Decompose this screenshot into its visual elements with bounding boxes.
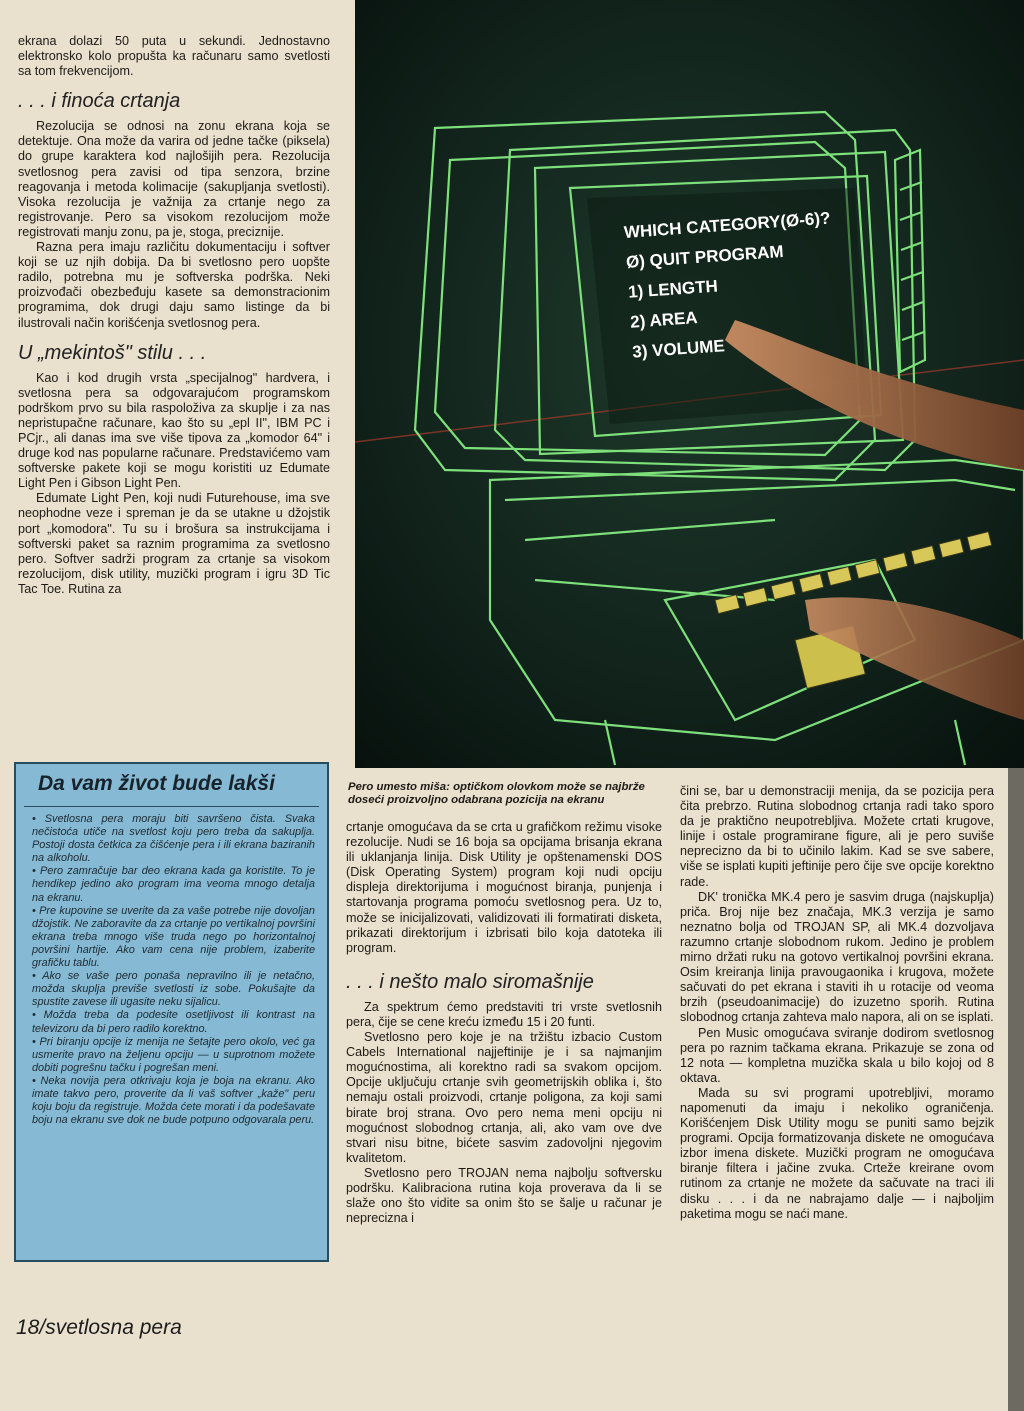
tip-item: • Neka novija pera otkrivaju koja je boja na ekranu. Ako imate takvo pero, proverite da li vaš softver „kaže" peru koju boju da registruje. Možda ćete morati i da podešavate boju na ekranu sve dok ne bude potpuno odgovarala peru. — [32, 1074, 315, 1127]
tip-item: • Pero zamračuje bar deo ekrana kada ga koristite. To je hendikep jedino ako program ima veoma mnogo detalja na ekranu. — [32, 865, 315, 904]
screen-line-option-2: 2) AREA — [629, 308, 699, 332]
page-footer: 18/svetlosna pera — [16, 1316, 182, 1339]
screen-line-option-3: 3) VOLUME — [631, 336, 726, 362]
paragraph-edumate: Edumate Light Pen, koji nudi Futurehouse, ima sve neophodne veze i spreman je da se utakne u džojstik port „komodora". Tu su i brošura sa instrukcijama i softverski paket sa raznim programima za svetlosno pero. Softver sadrži program za crtanje sa visokom rezolucijom, disk utility, muzički program i igru 3D Tic Tac Toe. Rutina za — [18, 491, 330, 596]
left-column — [18, 34, 330, 597]
section-heading-finoca: . . . i finoća crtanja — [18, 90, 181, 113]
tip-item: • Pri biranju opcije iz menija ne šetajte pero okolo, već ga usmerite pravo na željenu opciju — u suprotnom možete dobiti pogrešnu tačku i pogrešan meni. — [32, 1035, 315, 1074]
paragraph-spektrum: Za spektrum ćemo predstaviti tri vrste svetlosnih pera, čije se cene kreću između 15 i 20 funti. — [346, 999, 662, 1029]
paragraph-ogranicenja: Mada su svi programi upotrebljivi, moramo napomenuti da imaju i nekoliko ograničenja. Korišćenjem Disk Utility mogu se puniti samo bejzik programi. Opcija formatizovanja diskete ne omogućava izbor imena diskete. Muzički program ne omogućava biranje filtera i jačine zvuka. Crteže kreirane ovom rutinom za crtanje ne možete da sačuvate na traci ili disku . . . i da ne nabrajamo dalje — i najboljim paketima mogu se naći mane. — [680, 1085, 994, 1221]
screen-menu — [623, 204, 840, 368]
tip-item: • Pre kupovine se uverite da za vaše potrebe nije dovoljan džojstik. Ne zaboravite da za crtanje po vertikalnoj površini ekrana treba mnogo više truda nego po horizontalnoj površini hartije. Ako vam cena nije problem, izaberite grafičku tablu. — [32, 904, 315, 970]
image-caption: Pero umesto miša: optičkom olovkom može se najbrže doseći proizvoljno odabrana pozicija na ekranu — [348, 781, 645, 806]
middle-column — [346, 820, 662, 1226]
paragraph-dk-tronics: DK' tronička MK.4 pero je sasvim druga (najskuplja) priča. Broj nije bez značaja, MK.3 verzija je samo neznatno bolja od TROJAN SP, ali MK.4 dozvoljava razumno crtanje slobodnom rukom. Jedino je problem mirno držati ruku na gotovo vertikalnoj površini ekrana. Osim kreiranja linija pravougaonika i krugova, možete sačuvati do pet ekrana i staviti ih u rotacije od veoma brzih (pseudoanimacije) do izuzetno sporih. Rutina slobodnog crtanja zahteva malo napora, ali on se isplati. — [680, 889, 994, 1025]
tips-title: Da vam život bude lakši — [24, 764, 319, 807]
tips-list — [16, 807, 327, 1127]
paragraph-trojan-cont: čini se, bar u demonstraciji menija, da se pozicija pera čita prebrzo. Rutina slobodnog crtanja radi tako sporo da je praktično neupotrebljiva. Možete crtati krugove, linije i ostale programirane figure, ali je pero suviše neprecizno da bi to učinilo lakim. Kad se sve sabere, više se isplati kupiti jeftinije pero čije sve opcije korektno rade. — [680, 784, 994, 889]
section-heading-mekintos: U „mekintoš" stilu . . . — [18, 341, 207, 364]
screen-line-option-1: 1) LENGTH — [627, 276, 719, 302]
intro-paragraph: ekrana dolazi 50 puta u sekundi. Jednostavno elektronsko kolo propušta ka računaru samo svetlosti sa tom frekvencijom. — [18, 34, 330, 79]
paragraph-hardver: Kao i kod drugih vrsta „specijalnog" hardvera, i svetlosna pera sa odgovarajućom programskom podrškom prvo su bila raspoloživa za skuplje i za nas nepristupačne računare, kao što su „epl II", IBM PC i PCjr., ali danas ima sve više tipova za „komodor 64" i druge kod nas popularne računare. Predstavićemo vam softverske pakete koji se mogu koristiti uz Edumate Light Pen i Gibson Light Pen. — [18, 370, 330, 491]
computer-light-pen-illustration — [355, 0, 1024, 768]
tip-item: • Ako se vaše pero ponaša nepravilno ili je netačno, možda skuplja previše svetlosti iz sobe. Pokušajte da spustite zavese ili ugasite neku sijalicu. — [32, 970, 315, 1009]
paragraph-crtanje: crtanje omogućava da se crta u grafičkom režimu visoke rezolucije. Nudi se 16 boja sa opcijama brisanja ekrana ili uklanjanja linija. Disk Utility je opštenamenski DOS (Disk Operating System) program koji nudi opciju displeja direktorijuma i mogućnost biranja, punjenja i startovanja programa pomoću svetlosnog pera. Uz to, može se inicijalizovati, validizovati ili formatirati disketa, prikazati direktorijum i izbrisati bilo koja datoteka ili program. — [346, 820, 662, 955]
paragraph-pen-music: Pen Music omogućava sviranje dodirom svetlosnog pera po raznim tačkama ekrana. Prikazuje se zona od 12 nota — kompletna muzička skala u bilo kojoj od 8 oktava. — [680, 1025, 994, 1085]
tips-box — [14, 762, 329, 1262]
section-heading-siromasnije: . . . i nešto malo siromašnije — [346, 970, 594, 993]
tip-item: • Možda treba da podesite osetljivost ili kontrast na televizoru da bi pero radilo korektno. — [32, 1009, 315, 1035]
page-edge-shadow — [1008, 768, 1024, 1411]
paragraph-trojan: Svetlosno pero TROJAN nema najbolju softversku podršku. Kalibraciona rutina koja proverava da li se slaže ono što vidite sa onim što se šalje u računar je neprecizna i — [346, 1165, 662, 1226]
paragraph-custom-cabels: Svetlosno pero koje je na tržištu izbacio Custom Cabels International najjeftinije je i sa najmanjim mogućnostima, ali korektno radi sa svakom opcijom. Opcije uključuju crtanje svih geometrijskih oblika i, što nemaju ostali proizvodi, crtanje poligona, za koji sami birate broj strana. Ovo pero nema meni opciju ni mogućnost slobodnog crtanja, ali, ako vam ove dve stvari nisu bitne, bićete sasvim zadovoljni njegovim kvalitetom. — [346, 1030, 662, 1165]
paragraph-dokumentacija: Razna pera imaju različitu dokumentaciju i softver koji se uz njih dobija. Da bi svetlosno pero uopšte radilo, potrebna mu je softverska podrška. Neki proizvođači obezbeđuju kasete sa demonstracionim programima, dok drugi daju samo listinge da bi ilustrovali način korišćenja svetlosnog pera. — [18, 240, 330, 330]
tip-item: • Svetlosna pera moraju biti savršeno čista. Svaka nečistoća utiče na svetlost koju pero treba da sakuplja. Postoji dosta četkica za čišćenje pera i ili ekrana baziranih na alkoholu. — [32, 813, 315, 865]
screen-line-title: WHICH CATEGORY(Ø-6)? — [623, 208, 831, 242]
right-column — [680, 784, 994, 1222]
paragraph-rezolucija: Rezolucija se odnosi na zonu ekrana koja se detektuje. Ona može da varira od jedne tačke (piksela) do grupe karaktera kod najlošijih pera. Rezolucija svetlosnog pera zavisi od tipa senzora, brzine reagovanja i metoda kolimacije (sakupljanja svetlosti). Visoka rezolucija je važnija za crtanje nego za registrovanje. Pero sa visokom rezolucijom može registrovati manju zonu, pa je, stoga, preciznije. — [18, 119, 330, 239]
screen-line-option-0: Ø) QUIT PROGRAM — [625, 241, 785, 272]
